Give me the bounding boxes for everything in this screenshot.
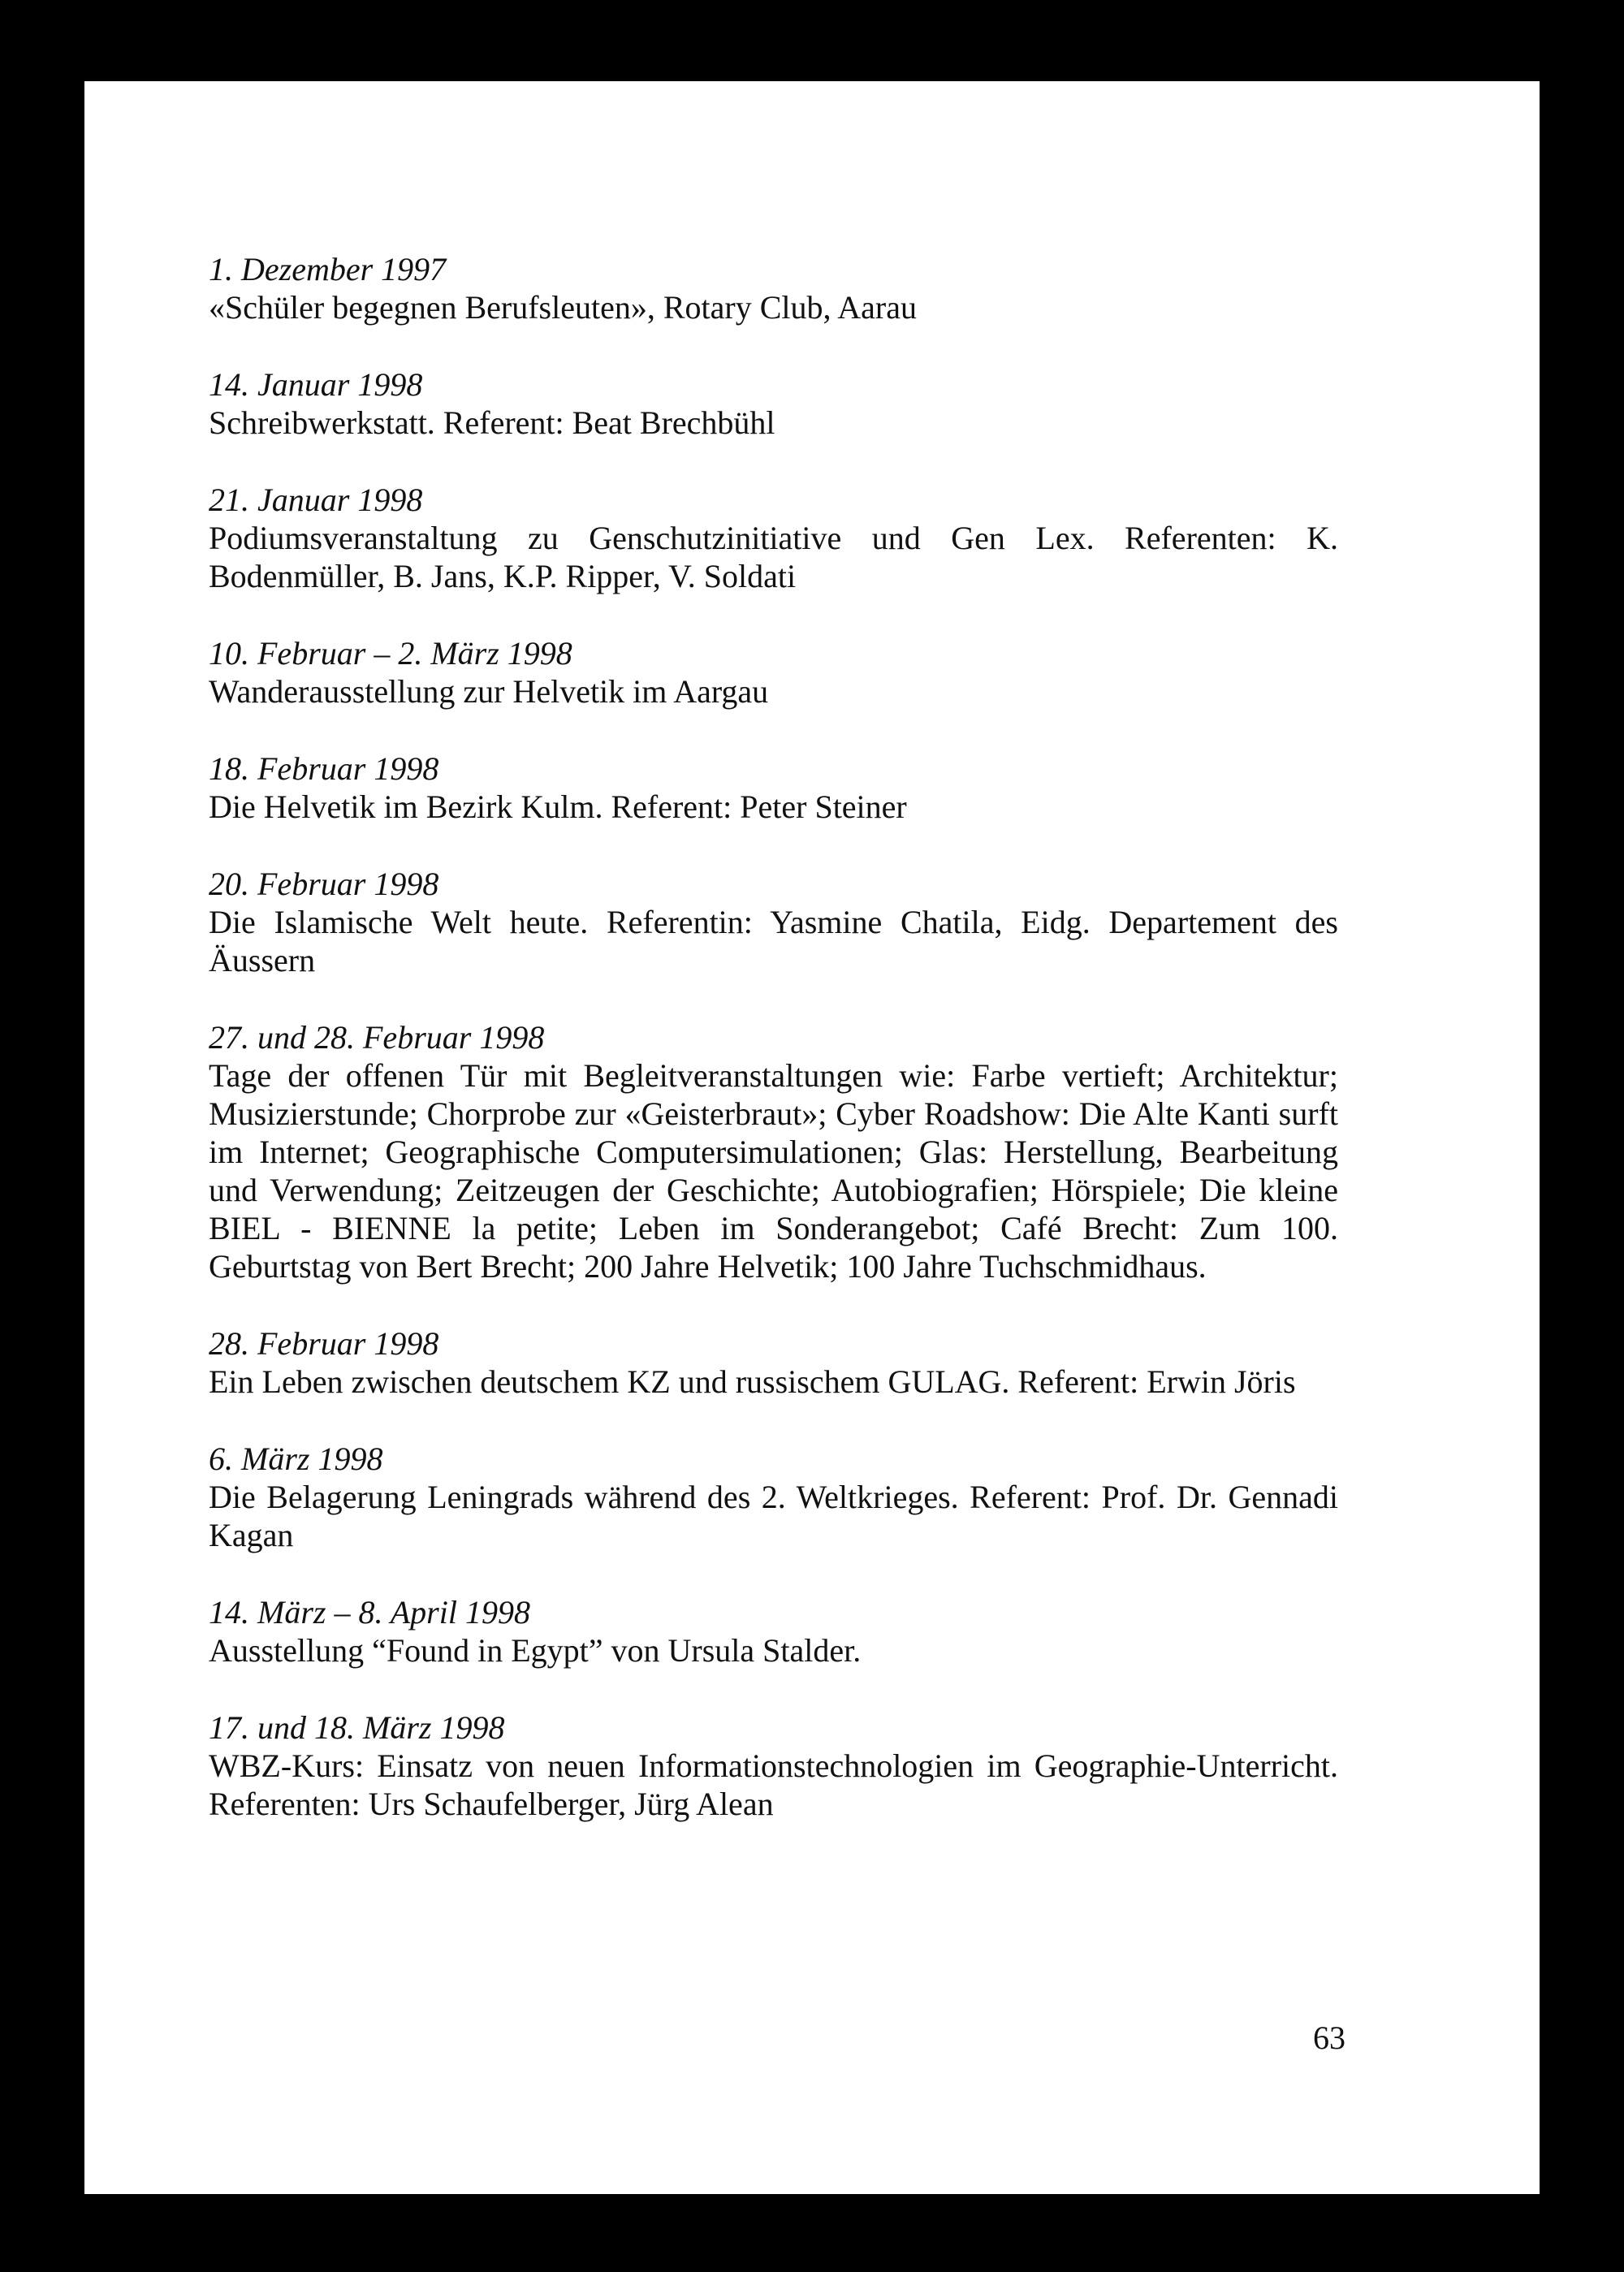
event-entry bbox=[209, 1018, 1338, 1285]
event-description: Schreibwerkstatt. Referent: Beat Brechbühl bbox=[209, 404, 775, 441]
event-date: 6. März 1998 bbox=[209, 1441, 383, 1477]
event-date: 18. Februar 1998 bbox=[209, 750, 439, 787]
event-description: Wanderausstellung zur Helvetik im Aargau bbox=[209, 673, 769, 710]
event-description: Ausstellung “Found in Egypt” von Ursula Stalder. bbox=[209, 1632, 862, 1669]
event-entry bbox=[209, 1324, 1338, 1401]
event-entry bbox=[209, 365, 1338, 442]
event-description: Die Belagerung Leningrads während des 2. Weltkrieges. Referent: Prof. Dr. Gennadi Kagan bbox=[209, 1479, 1338, 1553]
event-list bbox=[209, 250, 1338, 1862]
event-description: Die Helvetik im Bezirk Kulm. Referent: Peter Steiner bbox=[209, 788, 907, 825]
event-description: Die Islamische Welt heute. Referentin: Yasmine Chatila, Eidg. Departement des Äussern bbox=[209, 904, 1338, 978]
event-description: WBZ-Kurs: Einsatz von neuen Informationstechnologien im Geographie-Unterricht. Referenten: Urs Schaufelberger, Jürg Alean bbox=[209, 1747, 1338, 1822]
event-entry bbox=[209, 749, 1338, 826]
event-entry bbox=[209, 481, 1338, 595]
event-description: Tage der offenen Tür mit Begleitveranstaltungen wie: Farbe vertieft; Architektur; Musizierstunde; Chorprobe zur «Geisterbraut»; Cyber Roadshow: Die Alte Kanti surft im Internet; Geographische Computersimulationen; Glas: Herstellung, Bearbeitung und Verwendung; Zeitzeugen der Geschichte; Autobiografien; Hörspiele; Die kleine BIEL - BIENNE la petite; Leben im Sonderangebot; Café Brecht: Zum 100. Geburtstag von Bert Brecht; 200 Jahre Helvetik; 100 Jahre Tuchschmidhaus. bbox=[209, 1057, 1338, 1285]
event-description: «Schüler begegnen Berufsleuten», Rotary Club, Aarau bbox=[209, 289, 917, 326]
event-date: 20. Februar 1998 bbox=[209, 866, 439, 902]
event-entry bbox=[209, 1440, 1338, 1554]
event-date: 14. Januar 1998 bbox=[209, 366, 423, 403]
event-entry bbox=[209, 1708, 1338, 1823]
event-description: Ein Leben zwischen deutschem KZ und russischem GULAG. Referent: Erwin Jöris bbox=[209, 1363, 1296, 1400]
event-entry bbox=[209, 250, 1338, 326]
event-date: 10. Februar – 2. März 1998 bbox=[209, 635, 572, 672]
event-date: 21. Januar 1998 bbox=[209, 482, 423, 518]
event-entry bbox=[209, 865, 1338, 979]
page-number: 63 bbox=[1313, 2019, 1345, 2056]
event-date: 27. und 28. Februar 1998 bbox=[209, 1019, 545, 1056]
event-entry bbox=[209, 1593, 1338, 1669]
event-description: Podiumsveranstaltung zu Genschutzinitiative und Gen Lex. Referenten: K. Bodenmüller, B. Jans, K.P. Ripper, V. Soldati bbox=[209, 520, 1338, 594]
event-entry bbox=[209, 634, 1338, 711]
event-date: 14. März – 8. April 1998 bbox=[209, 1594, 530, 1631]
event-date: 28. Februar 1998 bbox=[209, 1325, 439, 1362]
event-date: 17. und 18. März 1998 bbox=[209, 1709, 505, 1746]
event-date: 1. Dezember 1997 bbox=[209, 251, 447, 287]
document-page bbox=[84, 81, 1540, 2194]
